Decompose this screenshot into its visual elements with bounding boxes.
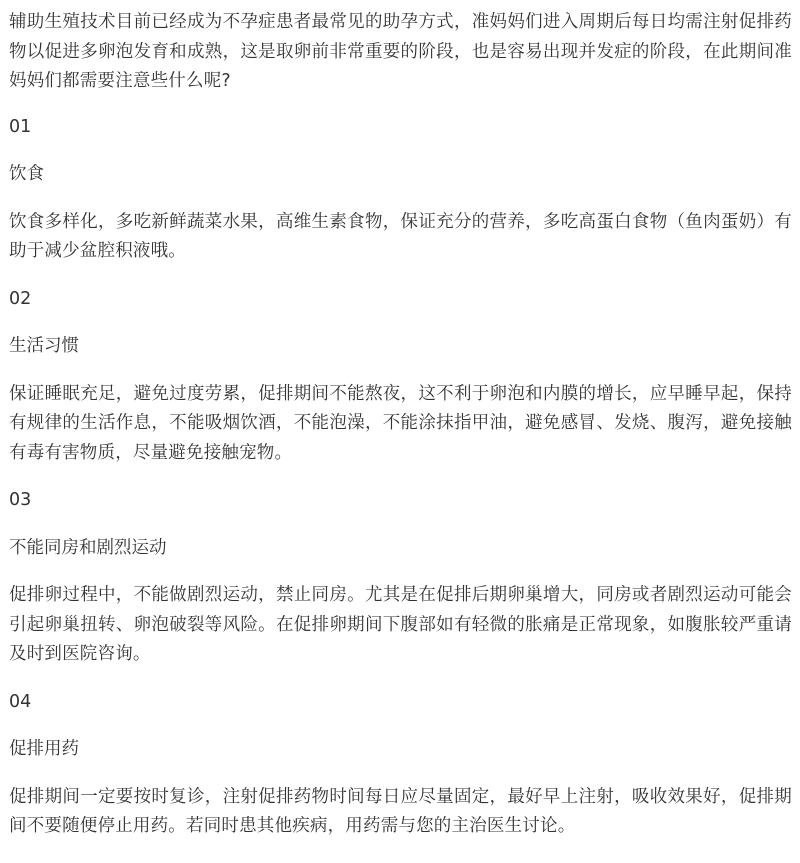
section-title: 生活习惯 — [9, 336, 79, 356]
section-number: 01 — [9, 116, 32, 137]
section-number: 02 — [9, 288, 32, 309]
section-title: 饮食 — [9, 164, 44, 184]
section-body: 促排期间一定要按时复诊，注射促排药物时间每日应尽量固定，最好早上注射，吸收效果好，促排期间不要随便停止用药。若同时患其他疾病，用药需与您的主治医生讨论。 — [9, 786, 792, 836]
section-title: 不能同房和剧烈运动 — [9, 537, 167, 558]
section-number: 04 — [9, 691, 32, 712]
section-body: 促排卵过程中，不能做剧烈运动，禁止同房。尤其是在促排后期卵巢增大，同房或者剧烈运动可能会引起卵巢扭转、卵泡破裂等风险。在促排卵期间下腹部如有轻微的胀痛是正常现象，如腹胀较严重请及时到医院咨询。 — [9, 585, 792, 664]
section-number: 03 — [9, 490, 32, 510]
section-body: 保证睡眠充足，避免过度劳累，促排期间不能熬夜，这不利于卵泡和内膜的增长，应早睡早起，保持有规律的生活作息，不能吸烟饮酒，不能泡澡，不能涂抹指甲油，避免感冒、发烧、腹泻，避免接触有毒有害物质，尽量避免接触宠物。 — [9, 383, 792, 463]
section-body: 饮食多样化，多吃新鲜蔬菜水果，高维生素食物，保证充分的营养，多吃高蛋白食物（鱼肉蛋奶）有助于减少盆腔积液哦。 — [9, 211, 792, 261]
section-title: 促排用药 — [9, 739, 79, 759]
intro-paragraph: 辅助生殖技术目前已经成为不孕症患者最常见的助孕方式，准妈妈们进入周期后每日均需注射促排药物以促进多卵泡发育和成熟，这是取卵前非常重要的阶段，也是容易出现并发症的阶段，在此期间准妈妈们都需要注意些什么呢? — [9, 12, 792, 91]
